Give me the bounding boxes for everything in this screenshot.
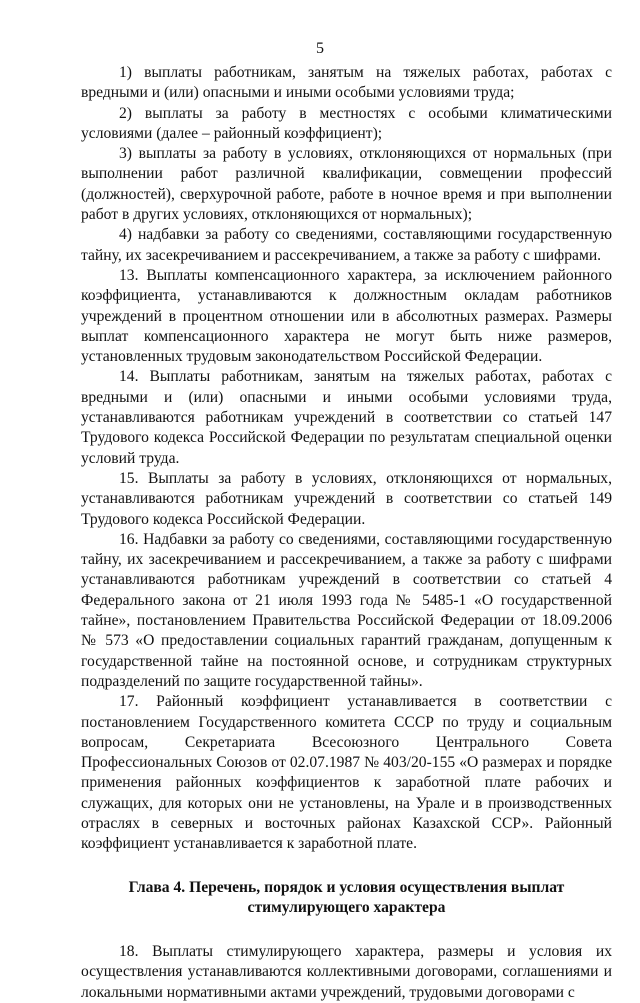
clause-18: 18. Выплаты стимулирующего характера, размеры и условия их осуществления устанавливаются коллективными договорами, соглашениями и локальными нормативными актами учреждений, трудовыми договорами с — [81, 943, 612, 1001]
chapter-heading-line-2: стимулирующего характера — [247, 898, 446, 916]
list-item-2: 2) выплаты за работу в местностях с особыми климатическими условиями (далее – районный коэффициент); — [81, 104, 612, 142]
chapter-heading-line-1: Глава 4. Перечень, порядок и условия осуществления выплат — [128, 878, 565, 896]
list-item-3: 3) выплаты за работу в условиях, отклоняющихся от нормальных (при выполнении работ различной квалификации, совмещении профессий (должностей), сверхурочной работе, работе в ночное время и при выполнении работ в других условиях, отклоняющихся от нормальных); — [81, 145, 612, 224]
page-number: 5 — [316, 40, 324, 57]
clause-14: 14. Выплаты работникам, занятым на тяжелых работах, работах с вредными и (или) опасными и иными особыми условиями труда, устанавливаются работникам учреждений в соответствии со статьей 147 Трудового кодекса Российской Федерации по результатам специальной оценки условий труда. — [81, 368, 612, 467]
list-item-1: 1) выплаты работникам, занятым на тяжелых работах, работах с вредными и (или) опасными и иными особыми условиями труда; — [81, 64, 612, 102]
page-content — [81, 63, 612, 1003]
clause-13: 13. Выплаты компенсационного характера, за исключением районного коэффициента, устанавливаются к должностным окладам работников учреждений в процентном отношении или в абсолютных размерах. Размеры выплат компенсационного характера не могут быть ниже размеров, установленных трудовым законодательством Российской Федерации. — [81, 266, 612, 366]
list-item-4: 4) надбавки за работу со сведениями, составляющими государственную тайну, их засекречиванием и рассекречиванием, а также за работу с шифрами. — [81, 226, 612, 264]
clause-17: 17. Районный коэффициент устанавливается в соответствии с постановлением Государственного комитета СССР по труду и социальным вопросам, Секретариата Всесоюзного Центрального Совета Профессиональных Союзов от 02.07.1987 № 403/20-155 «О размерах и порядке применения районных коэффициентов к заработной плате рабочих и служащих, для которых они не установлены, на Урале и в производственных отраслях в северных и восточных районах Казахской ССР». Районный коэффициент устанавливается к заработной плате. — [81, 693, 612, 853]
chapter-heading — [81, 878, 612, 919]
clause-16: 16. Надбавки за работу со сведениями, составляющими государственную тайну, их засекречиванием и рассекречиванием, а также за работу с шифрами устанавливаются работникам учреждений в соответствии со статьей 4 Федерального закона от 21 июля 1993 года № 5485-1 «О государственной тайне», постановлением Правительства Российской Федерации от 18.09.2006 № 573 «О предоставлении социальных гарантий гражданам, допущенным к государственной тайне на постоянной основе, и сотрудникам структурных подразделений по защите государственной тайны». — [81, 530, 612, 690]
clause-15: 15. Выплаты за работу в условиях, отклоняющихся от нормальных, устанавливаются работникам учреждений в соответствии со статьей 149 Трудового кодекса Российской Федерации. — [81, 469, 612, 528]
